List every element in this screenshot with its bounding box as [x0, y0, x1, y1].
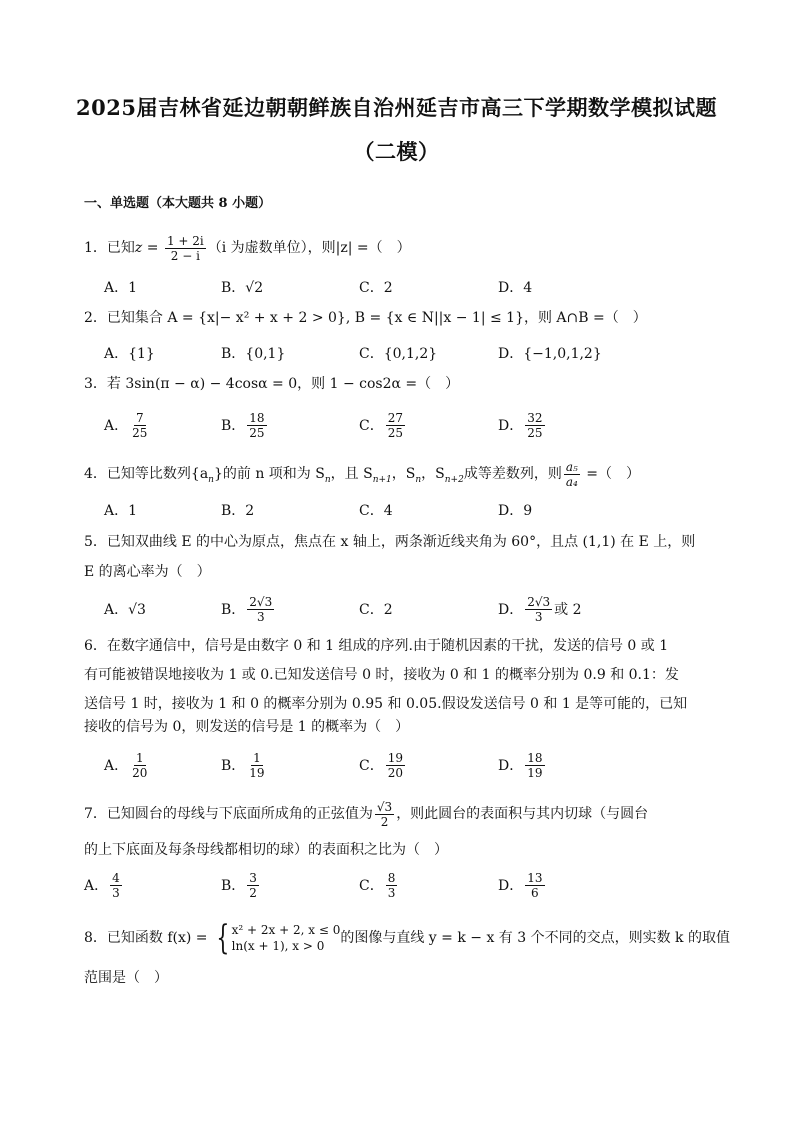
question-5-line-2: E 的离心率为（ ）: [84, 564, 211, 580]
q8-piecewise: [212, 918, 341, 958]
q3-b-num: 18: [249, 410, 265, 425]
q6-c-num: 19: [387, 750, 403, 765]
q4-sub-n-2: n: [324, 474, 331, 485]
q5-d-letter: D．: [498, 602, 524, 618]
q5-d-den: 3: [534, 609, 543, 624]
q6-c-fraction: [386, 751, 405, 780]
q7-b-letter: B．: [221, 878, 246, 894]
q7-c-den: 3: [387, 885, 396, 900]
q7-option-c[interactable]: [359, 868, 399, 902]
q6-a-fraction: [130, 751, 149, 780]
q3-b-fraction: [247, 411, 266, 440]
q3-option-d[interactable]: [498, 408, 547, 442]
q5-b-num: 2√3: [249, 594, 273, 609]
q3-d-fraction: [525, 411, 544, 440]
q6-options: [104, 748, 704, 782]
q4-option-c[interactable]: C．4: [359, 503, 393, 519]
q6-a-den: 20: [132, 765, 148, 780]
q6-a-num: 1: [135, 750, 144, 765]
q7-c-num: 8: [387, 870, 396, 885]
q7-c-letter: C．: [359, 878, 384, 894]
q3-d-letter: D．: [498, 418, 524, 434]
question-6-line-4: 接收的信号为 0，则发送的信号是 1 的概率为（ ）: [84, 719, 410, 735]
q3-b-den: 25: [249, 425, 265, 440]
question-8-line-2: 范围是（ ）: [84, 970, 168, 986]
q6-c-den: 20: [387, 765, 403, 780]
q7-b-fraction: [247, 871, 259, 900]
question-6-line-2: 有可能被错误地接收为 1 或 0.已知发送信号 0 时，接收为 0 和 1 的概率分别为 0.9 和 0.1：发: [84, 667, 679, 683]
q4-frac-den: a₄: [565, 474, 578, 489]
q6-option-b[interactable]: [221, 748, 269, 782]
q4-part-g: =（ ）: [581, 466, 640, 482]
q7-a-fraction: [110, 871, 122, 900]
exam-subtitle: （二模）: [353, 139, 440, 164]
q4-option-a[interactable]: A．1: [104, 503, 138, 519]
q8-brace-icon: {: [216, 918, 230, 958]
q2-option-d[interactable]: D．{−1,0,1,2}: [498, 346, 602, 362]
q4-part-a: 4．已知等比数列{a: [84, 466, 209, 482]
q7-d-fraction: [525, 871, 544, 900]
q7-option-d[interactable]: [498, 868, 547, 902]
q3-c-num: 27: [387, 410, 403, 425]
q1-option-a[interactable]: A．1: [104, 280, 138, 296]
q3-d-num: 32: [527, 410, 543, 425]
q7-a-num: 4: [112, 870, 120, 885]
q7-fraction: [375, 800, 394, 829]
q8-cases: [232, 922, 341, 954]
q8-case-1: x² + 2x + 2, x ≤ 0: [231, 923, 341, 937]
q6-a-letter: A．: [104, 758, 129, 774]
q5-option-c[interactable]: C．2: [359, 602, 393, 618]
q5-b-den: 3: [256, 609, 265, 624]
q7-a-letter: A．: [84, 878, 109, 894]
q6-option-d[interactable]: [498, 748, 547, 782]
q3-options: [104, 408, 704, 442]
q5-d-fraction: [525, 595, 552, 624]
q1-tail: （i 为虚数单位），则|z| =（ ）: [207, 240, 411, 256]
q4-option-b[interactable]: B．2: [221, 503, 255, 519]
q3-option-b[interactable]: [221, 408, 269, 442]
q6-d-num: 18: [527, 750, 543, 765]
q8-case-2: ln(x + 1), x > 0: [231, 939, 325, 953]
q4-sub-n-3: n: [415, 474, 422, 485]
q4-part-e: ，S: [421, 466, 445, 482]
q4-option-d[interactable]: D．9: [498, 503, 533, 519]
q3-b-letter: B．: [221, 418, 246, 434]
q6-d-fraction: [525, 751, 544, 780]
q4-part-f: 成等差数列，则: [463, 466, 562, 482]
q3-d-den: 25: [527, 425, 543, 440]
question-7-line-2: 的上下底面及每条母线都相切的球）的表面积之比为（ ）: [84, 842, 448, 858]
q3-a-num: 7: [135, 410, 144, 425]
q4-sub-n1: n+1: [372, 474, 392, 485]
question-4: [84, 458, 720, 497]
q7-part-b: ，则此圆台的表面积与其内切球（与圆台: [396, 806, 649, 822]
q3-a-fraction: [130, 411, 149, 440]
q6-b-fraction: [247, 751, 266, 780]
q7-d-den: 6: [531, 885, 539, 900]
q7-c-fraction: [386, 871, 398, 900]
q1-option-d[interactable]: D．4: [498, 280, 533, 296]
q7-frac-num: √3: [376, 799, 393, 814]
q5-d-tail: 或 2: [554, 602, 582, 618]
q5-d-num: 2√3: [527, 594, 551, 609]
q2-options: [104, 336, 704, 370]
q7-options: [84, 868, 684, 902]
q3-option-c[interactable]: [359, 408, 407, 442]
q1-options: [104, 270, 704, 304]
q3-a-letter: A．: [104, 418, 129, 434]
q4-frac-num: a₅: [565, 459, 578, 474]
question-7-line-1: [84, 798, 720, 831]
q5-options: [104, 592, 704, 626]
q5-b-letter: B．: [221, 602, 246, 618]
q8-part-b: 的图像与直线 y = k − x 有 3 个不同的交点，则实数 k 的取值: [340, 930, 730, 946]
q1-text: 1．已知: [84, 240, 135, 256]
q6-d-letter: D．: [498, 758, 524, 774]
q4-part-b: }的前 n 项和为 S: [213, 466, 325, 482]
q7-b-den: 2: [249, 885, 257, 900]
q5-b-fraction: [247, 595, 274, 624]
q3-a-den: 25: [132, 425, 148, 440]
q5-option-b[interactable]: [221, 592, 276, 626]
q7-a-den: 3: [112, 885, 120, 900]
q6-b-num: 1: [253, 750, 261, 765]
q6-option-a[interactable]: [104, 748, 151, 782]
q3-option-a[interactable]: [104, 408, 151, 442]
q1-var: z: [134, 240, 143, 256]
section-heading: 一、单选题（本大题共 8 小题）: [84, 196, 272, 211]
q3-c-fraction: [386, 411, 405, 440]
q7-option-b[interactable]: [221, 868, 261, 902]
question-8-line-1: [84, 918, 730, 958]
question-3: 3．若 3sin(π − α) − 4cosα = 0，则 1 − cos2α =（ ）: [84, 376, 460, 392]
q2-option-b[interactable]: B．{0,1}: [221, 346, 286, 362]
q7-d-letter: D．: [498, 878, 524, 894]
q6-c-letter: C．: [359, 758, 384, 774]
question-6-line-1: 6．在数字通信中，信号是由数字 0 和 1 组成的序列.由于随机因素的干扰，发送的信号 0 或 1: [84, 638, 669, 654]
q6-d-den: 19: [527, 765, 543, 780]
q4-part-c: ，且 S: [330, 466, 373, 482]
q6-option-c[interactable]: [359, 748, 407, 782]
question-6-line-3: 送信号 1 时，接收为 1 和 0 的概率分别为 0.95 和 0.05.假设发送信号 0 和 1 是等可能的，已知: [84, 696, 688, 712]
q8-part-a: 8．已知函数 f(x) =: [84, 930, 212, 946]
question-5-line-1: 5．已知双曲线 E 的中心为原点，焦点在 x 轴上，两条渐近线夹角为 60°，且点 (1,1) 在 E 上，则: [84, 534, 696, 550]
q1-option-c[interactable]: C．2: [359, 280, 393, 296]
q1-eq: =: [142, 240, 163, 256]
q7-b-num: 3: [249, 870, 257, 885]
question-2: 2．已知集合 A = {x|− x² + x + 2 > 0}, B = {x ∈ N||x − 1| ≤ 1}，则 A∩B =（ ）: [84, 310, 647, 326]
q4-sub-n-1: n: [208, 474, 214, 485]
q7-frac-den: 2: [380, 814, 389, 829]
q1-frac-num: 1 + 2i: [166, 233, 204, 248]
exam-title: 2025届吉林省延边朝朝鲜族自治州延吉市高三下学期数学模拟试题: [76, 95, 717, 120]
q3-c-den: 25: [387, 425, 403, 440]
q3-c-letter: C．: [359, 418, 384, 434]
q1-option-b[interactable]: B．√2: [221, 280, 264, 296]
q2-option-a[interactable]: A．{1}: [104, 346, 155, 362]
q1-frac-den: 2 − i: [170, 248, 200, 263]
question-1: [84, 232, 720, 265]
q7-part-a: 7．已知圆台的母线与下底面所成角的正弦值为: [84, 806, 373, 822]
q4-options: [104, 493, 704, 527]
q7-d-num: 13: [527, 870, 543, 885]
q5-option-a[interactable]: A．√3: [104, 602, 146, 618]
q4-part-d: ，S: [391, 466, 416, 482]
q5-option-d[interactable]: [498, 592, 582, 626]
q7-option-a[interactable]: [84, 868, 124, 902]
q6-b-letter: B．: [221, 758, 246, 774]
q2-option-c[interactable]: C．{0,1,2}: [359, 346, 438, 362]
q4-sub-n2: n+2: [444, 474, 464, 485]
q4-fraction: [564, 460, 580, 489]
q1-fraction: [165, 234, 206, 263]
q6-b-den: 19: [249, 765, 265, 780]
